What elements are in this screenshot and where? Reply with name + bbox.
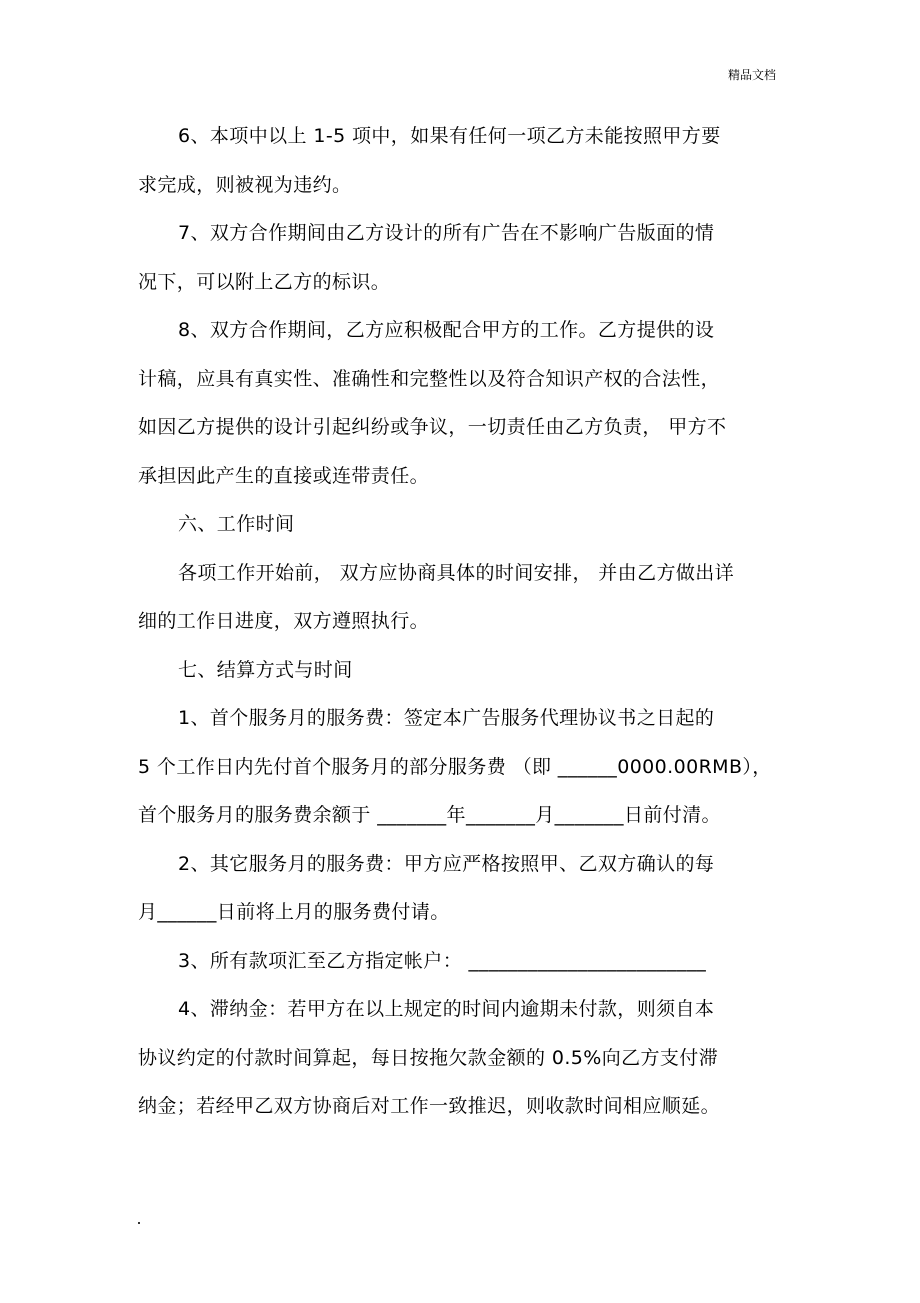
payment-item-4-line-3: 纳金；若经甲乙双方协商后对工作一致推迟，则收款时间相应顺延。 (138, 1095, 721, 1117)
clause-8-line-2: 计稿，应具有真实性、准确性和完整性以及符合知识产权的合法性， (138, 368, 721, 390)
clause-7-line-2: 况下，可以附上乙方的标识。 (138, 271, 391, 293)
clause-6-line-1: 6、本项中以上 1-5 项中，如果有任何一项乙方未能按照甲方要 (178, 125, 721, 147)
page-header-label: 精品文档 (727, 68, 776, 82)
section-6-heading: 六、工作时间 (178, 513, 295, 535)
payment-item-1-line-3: 首个服务月的服务费余额于 _______年_______月_______日前付清。 (138, 804, 721, 826)
clause-6-line-2: 求完成，则被视为违约。 (138, 174, 352, 196)
payment-item-2-line-1: 2、其它服务月的服务费：甲方应严格按照甲、乙双方确认的每 (178, 853, 715, 875)
clause-7-line-1: 7、双方合作期间由乙方设计的所有广告在不影响广告版面的情 (178, 222, 715, 244)
clause-8-line-3: 如因乙方提供的设计引起纠纷或争议，一切责任由乙方负责， 甲方不 (138, 416, 727, 438)
section-6-text-line-2: 细的工作日进度，双方遵照执行。 (138, 610, 430, 632)
payment-item-1-line-2: 5 个工作日内先付首个服务月的部分服务费 （即 ______0000.00RMB）， (138, 756, 772, 778)
clause-8-line-1: 8、双方合作期间，乙方应积极配合甲方的工作。乙方提供的设 (178, 319, 715, 341)
page-dot-mark (138, 1222, 140, 1224)
payment-item-4-line-1: 4、滞纳金：若甲方在以上规定的时间内逾期未付款，则须自本 (178, 998, 715, 1020)
clause-8-line-4: 承担因此产生的直接或连带责任。 (138, 465, 430, 487)
payment-item-4-line-2: 协议约定的付款时间算起，每日按拖欠款金额的 0.5%向乙方支付滞 (138, 1047, 719, 1069)
section-6-text-line-1: 各项工作开始前， 双方应协商具体的时间安排， 并由乙方做出详 (178, 562, 735, 584)
section-7-heading: 七、结算方式与时间 (178, 659, 353, 681)
payment-item-2-line-2: 月______日前将上月的服务费付请。 (138, 901, 450, 923)
payment-item-1-line-1: 1、首个服务月的服务费：签定本广告服务代理协议书之日起的 (178, 707, 715, 729)
payment-item-3-line: 3、所有款项汇至乙方指定帐户： ________________________ (178, 950, 707, 972)
